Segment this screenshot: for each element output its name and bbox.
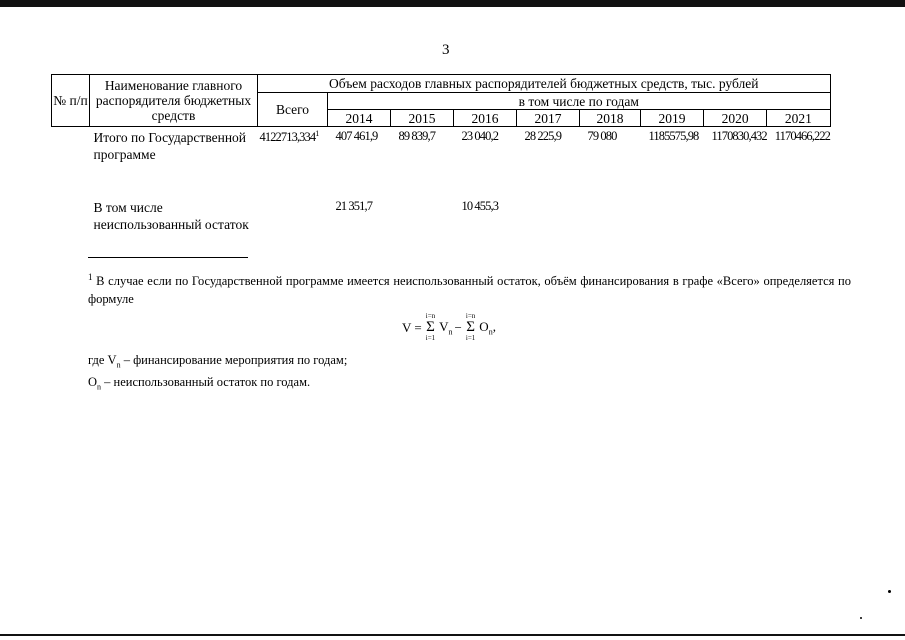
row-value: 23 040,2 [461, 129, 499, 143]
row-value: 1170466,222 [774, 129, 831, 143]
header-main: Объем расходов главных распорядителей бюджетных средств, тыс. рублей [258, 75, 831, 93]
sum-symbol: i=n Σ i=1 [465, 312, 476, 342]
footnote [88, 268, 851, 308]
header-year: 2018 [580, 110, 641, 127]
header-year: 2014 [328, 110, 391, 127]
row-value [641, 197, 704, 233]
header-name: Наименование главного распорядителя бюджетных средств [90, 75, 258, 127]
formula-legend [88, 352, 347, 395]
row-value [517, 197, 580, 233]
header-year: 2016 [454, 110, 517, 127]
table-row [52, 127, 831, 198]
row-value: 21 351,7 [335, 199, 373, 213]
row-value: 10 455,3 [461, 199, 499, 213]
header-by-year: в том числе по годам [328, 93, 831, 110]
row-value [767, 197, 830, 233]
header-year: 2021 [767, 110, 830, 127]
footnote-text: В случае если по Государственной программе имеется неиспользованный остаток, объём финансирования в графе «Всего» определяется по формуле [88, 274, 852, 307]
footnote-marker: 1 [88, 272, 93, 282]
page-number: 3 [442, 42, 450, 58]
row-value: 407 461,9 [335, 129, 378, 143]
row-value [704, 197, 767, 233]
header-year: 2019 [641, 110, 704, 127]
row-total: 4122713,334$^1$ [259, 129, 319, 145]
bottom-border [0, 634, 905, 636]
scan-speck [888, 590, 891, 593]
header-year: 2020 [704, 110, 767, 127]
row-value: 1170830,432 [711, 129, 767, 143]
row-value: 1185575,98 [648, 129, 699, 143]
row-name: В том числе неиспользованный остаток [93, 200, 249, 232]
row-name: Итого по Государственной программе [93, 130, 247, 162]
row-value [580, 197, 641, 233]
row-total [258, 197, 328, 233]
header-year: 2015 [391, 110, 454, 127]
scan-speck [860, 617, 862, 619]
row-value [391, 197, 454, 233]
sum-symbol: i=n Σ i=1 [425, 312, 436, 342]
budget-table [51, 74, 831, 233]
footnote-rule [88, 257, 248, 258]
legend-line: $O_n$ – неиспользованный остаток по годам. [88, 374, 311, 391]
legend-line: где $V_n$ – финансирование мероприятия по годам; [88, 353, 348, 370]
top-border [0, 0, 905, 7]
header-total: Всего [258, 93, 328, 127]
table-row [52, 197, 831, 233]
row-value: 79 080 [587, 129, 617, 143]
header-year: 2017 [517, 110, 580, 127]
row-value: 89 839,7 [398, 129, 436, 143]
row-value: 28 225,9 [524, 129, 562, 143]
header-number: № п/п [52, 75, 90, 127]
formula: V = i=n Σ i=1 $V_n$ − i=n Σ i=1 $O_n$, [402, 312, 496, 342]
